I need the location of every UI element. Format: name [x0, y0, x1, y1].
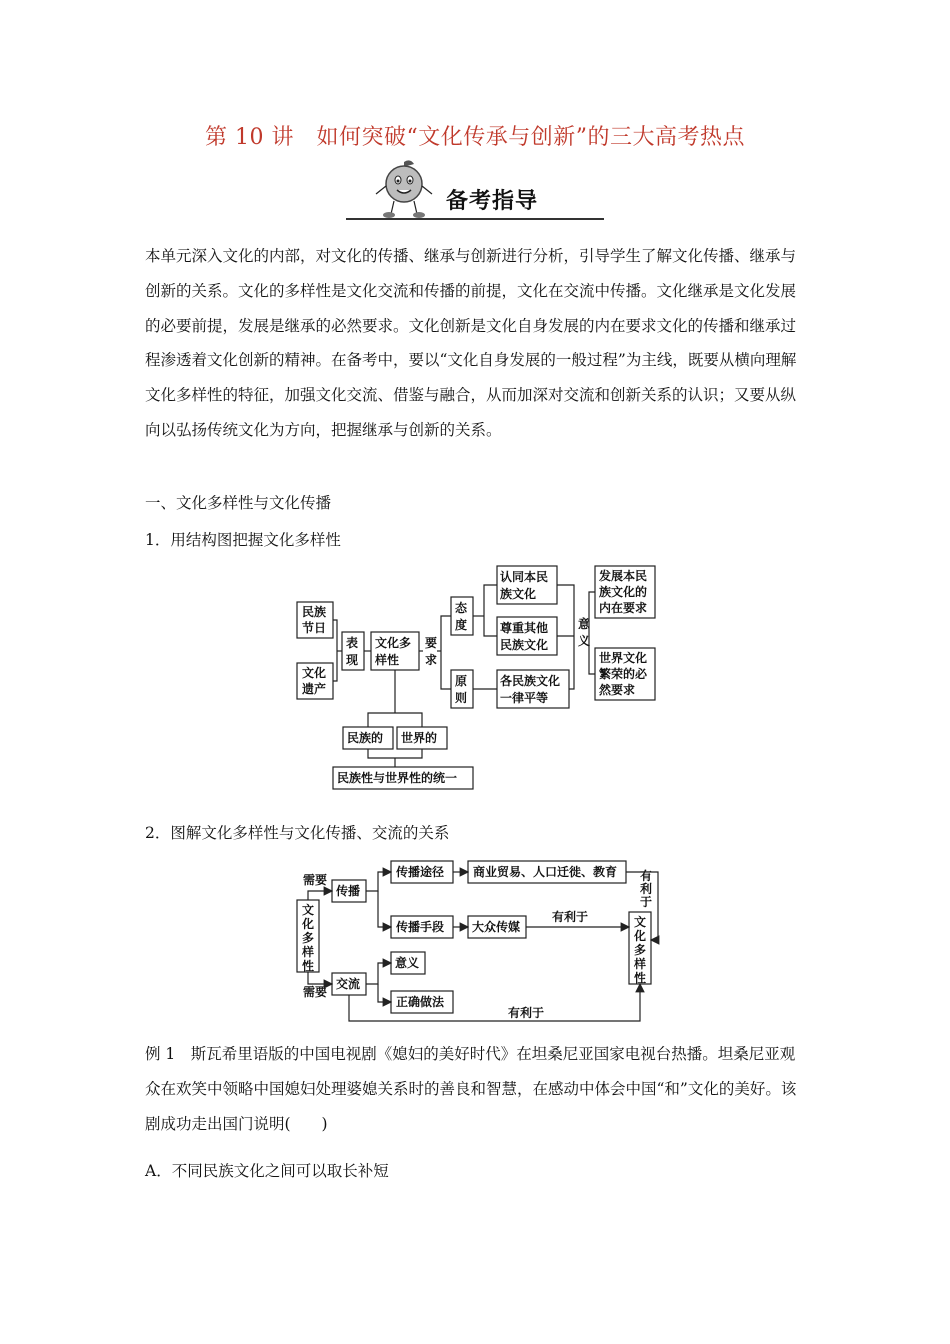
box-national-label: 民族的	[347, 731, 384, 745]
box-manifestation-l1: 表	[346, 636, 359, 650]
label-need-bottom: 需要	[303, 985, 328, 999]
subheading-1: 1．用结构图把握文化多样性	[145, 531, 341, 549]
box-attitude-l2: 度	[455, 618, 468, 632]
diversity-left-c2: 化	[302, 917, 315, 931]
diversity-left-c1: 文	[302, 903, 315, 917]
box-exchange-label: 交流	[336, 977, 361, 991]
label-beneficial-top-1: 有	[640, 869, 653, 883]
box-means-label: 传播手段	[396, 920, 445, 934]
diversity-left-c5: 性	[302, 959, 315, 973]
option-a: A．不同民族文化之间可以取长补短	[145, 1162, 389, 1180]
connector-left-to-comm	[308, 891, 332, 900]
box-cultural-heritage-l1: 文化	[302, 666, 327, 680]
box-develop-l3: 内在要求	[599, 601, 648, 615]
connector-left-bracket	[333, 620, 337, 681]
diversity-right-c1: 文	[634, 915, 647, 929]
box-communication-label: 传播	[336, 884, 361, 898]
box-mass-media-label: 大众传媒	[472, 920, 521, 934]
box-equality-l1: 各民族文化	[500, 674, 561, 688]
box-cultural-diversity-l2: 样性	[375, 653, 400, 667]
label-significance-l2: 义	[578, 634, 591, 648]
diversity-right-c2: 化	[634, 929, 647, 943]
label-requirement-l1: 要	[425, 636, 438, 650]
page-title: 第 10 讲 如何突破“文化传承与创新”的三大高考热点	[205, 125, 745, 150]
diversity-left-c4: 样	[302, 945, 315, 959]
connector-exchange-to-significance	[366, 963, 391, 984]
box-unity-label: 民族性与世界性的统一	[337, 771, 458, 785]
label-significance-l1: 意	[578, 617, 591, 631]
connector-comm-to-channels	[366, 872, 391, 891]
connector-split-down	[368, 713, 422, 727]
box-cultural-diversity-l1: 文化多	[375, 636, 412, 650]
section-heading-1: 一、文化多样性与文化传播	[145, 494, 332, 512]
box-ethnic-festival-l2: 节日	[302, 621, 327, 635]
box-principle-l2: 则	[455, 691, 468, 705]
box-develop-l2: 族文化的	[599, 585, 648, 599]
box-recognize-l1: 认同本民	[500, 570, 549, 584]
diversity-right-c4: 样	[634, 957, 647, 971]
connector-left-to-exchange	[308, 972, 332, 984]
banner-label: 备考指导	[446, 189, 539, 214]
label-beneficial-bottom: 有利于	[508, 1006, 545, 1020]
label-beneficial-top-2: 利	[640, 882, 653, 896]
box-recognize-l2: 族文化	[500, 587, 537, 601]
box-ethnic-festival-l1: 民族	[302, 605, 327, 619]
box-world-l2: 繁荣的必	[599, 667, 648, 681]
diversity-structure-diagram	[0, 560, 950, 800]
diversity-right-c5: 性	[634, 971, 647, 985]
diversity-right-c3: 多	[634, 943, 647, 957]
example-1: 例 1 斯瓦希里语版的中国电视剧《媳妇的美好时代》在坦桑尼亚国家电视台热播。坦桑尼亚观众在欢笑中领略中国媳妇处理婆媳关系时的善良和智慧，在感动中体会中国“和”文化的美好。该剧成功走出国门说明( )	[145, 1045, 797, 1133]
box-channel-items-label: 商业贸易、人口迁徙、教育	[473, 865, 618, 879]
box-cultural-heritage-l2: 遗产	[302, 682, 327, 696]
box-channels-label: 传播途径	[396, 865, 445, 879]
box-world-l3: 然要求	[599, 683, 636, 697]
box-respect-l1: 尊重其他	[500, 621, 549, 635]
diversity-communication-diagram	[0, 850, 950, 1025]
box-world-l1: 世界文化	[599, 651, 648, 665]
box-manifestation-l2: 现	[346, 653, 359, 667]
connector-exchange-to-practice	[378, 984, 391, 1002]
exam-guide-banner	[346, 158, 604, 222]
label-beneficial-top-3: 于	[640, 895, 653, 909]
label-need-top: 需要	[303, 873, 328, 887]
connector-requirement-bracket	[441, 616, 451, 689]
apple-mascot-icon	[364, 158, 444, 222]
box-attitude-l1: 态	[455, 601, 468, 615]
box-global-label: 世界的	[401, 731, 438, 745]
connector-significance-right	[589, 592, 595, 674]
box-equality-l2: 一律平等	[500, 691, 549, 705]
box-principle-l1: 原	[455, 674, 468, 688]
intro-paragraph: 本单元深入文化的内部，对文化的传播、继承与创新进行分析，引导学生了解文化传播、继承与创新的关系。文化的多样性是文化交流和传播的前提，文化在交流中传播。文化继承是文化发展的必要前提，发展是继承的必然要求。文化创新是文化自身发展的内在要求文化的传播和继承过程渗透着文化创新的精神。在备考中，要以“文化自身发展的一般过程”为主线，既要从横向理解文化多样性的特征，加强文化交流、借鉴与融合，从而加深对交流和创新关系的认识；又要从纵向以弘扬传统文化为方向，把握继承与创新的关系。	[145, 247, 797, 439]
box-respect-l2: 民族文化	[500, 638, 549, 652]
connector-merge-down	[368, 749, 422, 758]
connector-attitude-bracket	[484, 585, 497, 636]
label-requirement-l2: 求	[425, 653, 438, 667]
box-develop-l1: 发展本民	[599, 569, 648, 583]
box-significance-label: 意义	[395, 956, 420, 970]
subheading-2: 2．图解文化多样性与文化传播、交流的关系	[145, 824, 450, 842]
banner-underline	[346, 218, 604, 220]
box-correct-practice-label: 正确做法	[396, 995, 445, 1009]
diversity-left-c3: 多	[302, 931, 315, 945]
label-beneficial-mid: 有利于	[552, 910, 589, 924]
connector-comm-to-means	[378, 891, 391, 927]
